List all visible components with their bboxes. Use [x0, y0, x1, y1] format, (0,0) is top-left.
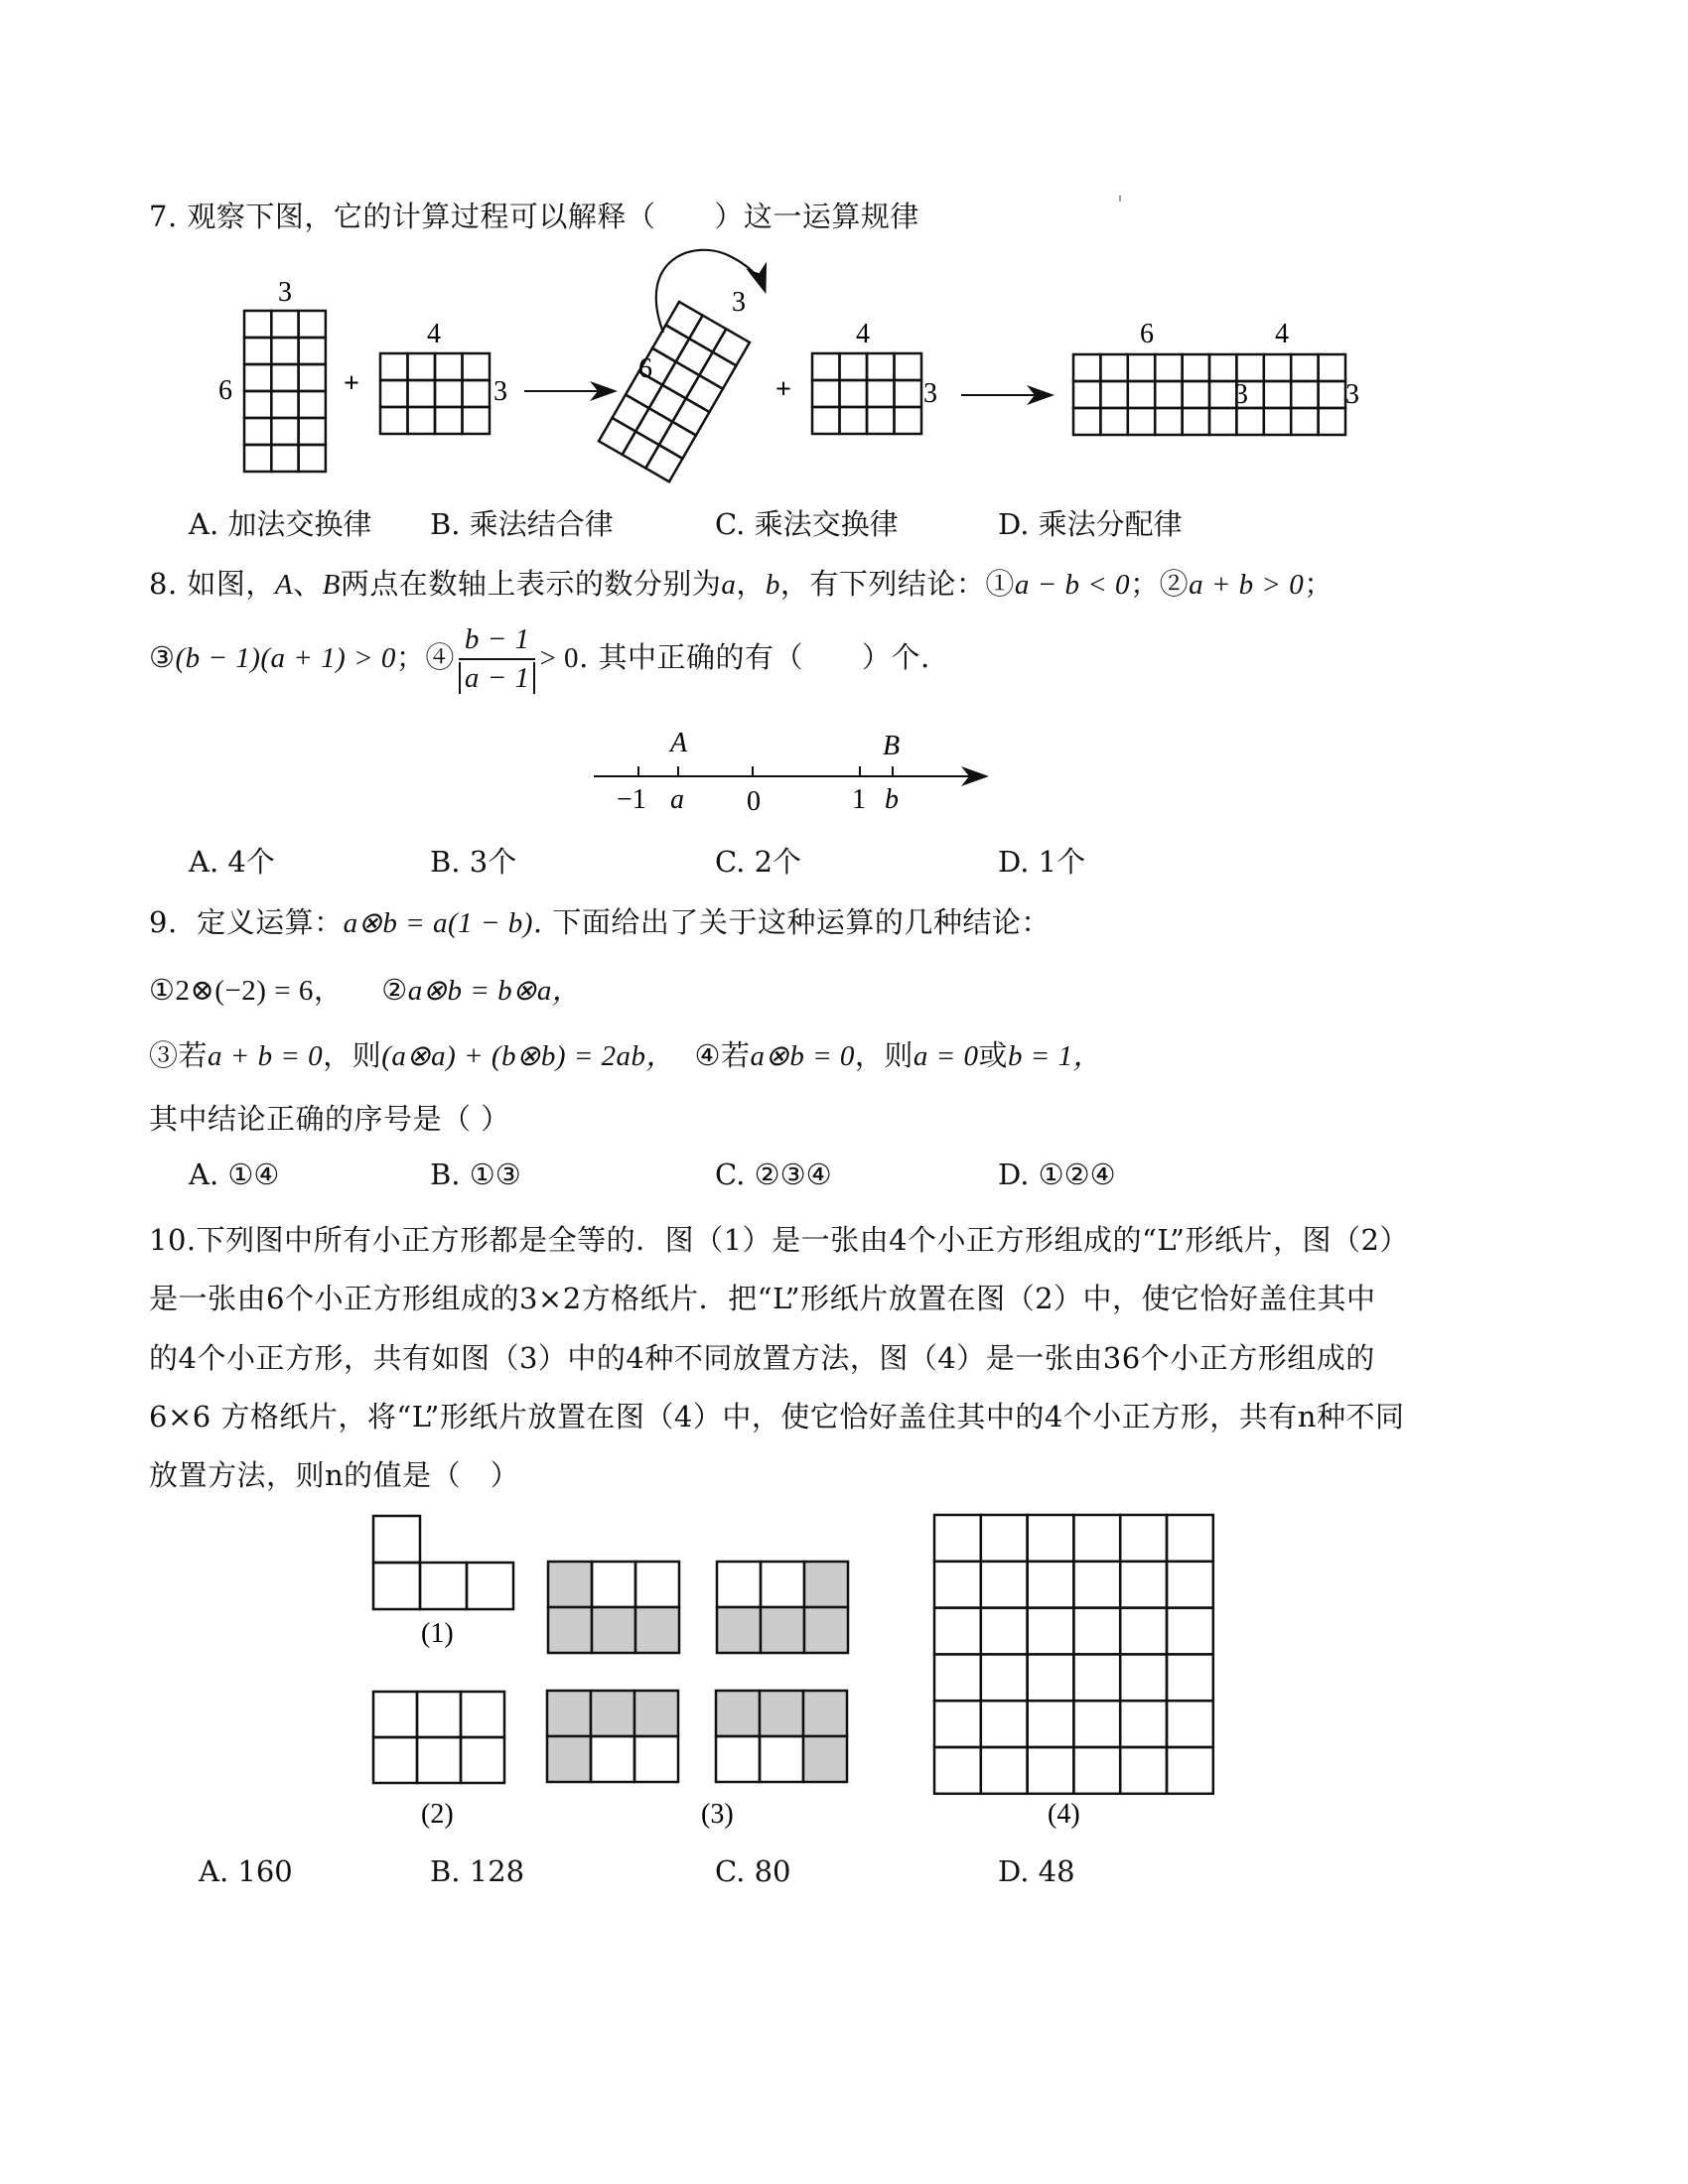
option-text: 4个: [227, 845, 275, 879]
grid-cell: [934, 1562, 981, 1608]
tick-label-a: a: [670, 784, 684, 815]
text: ，: [736, 567, 766, 601]
grid2-top-label: 4: [427, 319, 441, 349]
circled-3: ③: [149, 640, 176, 674]
grid-cell: [934, 1515, 981, 1562]
option-text: 2个: [754, 845, 802, 879]
grid-cell-shaded: [803, 1736, 847, 1782]
grid-cell: [1073, 1608, 1120, 1655]
grid-cell: [760, 1736, 803, 1782]
tick-label-0: 0: [747, 786, 761, 817]
grid-cell: [1120, 1608, 1167, 1655]
option-letter: B.: [430, 1158, 461, 1191]
circled-4: ④: [425, 640, 455, 674]
option-letter: B.: [430, 1854, 461, 1888]
conclusion-4-result-a: a = 0: [913, 1040, 979, 1072]
grid-cell: [981, 1701, 1028, 1747]
grid-cell-shaded: [547, 1691, 591, 1736]
tick-label-1: 1: [852, 784, 866, 815]
grid-cell: [934, 1608, 981, 1655]
text: ，有下列结论：: [779, 567, 986, 601]
grid-cell: [934, 1747, 981, 1794]
grid-cell: [417, 1737, 461, 1783]
option-letter: A.: [199, 1854, 229, 1888]
q7-text: 观察下图，它的计算过程可以解释（ ）这一运算规律: [187, 200, 919, 233]
conclusion-4-relation: > 0: [539, 642, 580, 674]
text: 如图，: [187, 567, 275, 601]
q10-stem-line3: 的4个小正方形，共有如图（3）中的4种不同放置方法，图（4）是一张由36个小正方形组成的: [149, 1341, 1375, 1375]
grid-cell: [1073, 1701, 1120, 1747]
q8-number: 8.: [149, 567, 178, 601]
circled-1: ①: [149, 973, 176, 1007]
conclusion-3-condition: a + b = 0: [208, 1040, 324, 1072]
text: . 下面给出了关于这种运算的几种结论：: [532, 905, 1051, 939]
conclusion-1: a − b < 0: [1014, 569, 1131, 601]
grid-cell-shaded: [760, 1691, 803, 1736]
option-text: 乘法交换律: [754, 507, 899, 541]
fig-label-1: (1): [421, 1618, 454, 1649]
grid-cell: [461, 1737, 504, 1783]
text: ；: [395, 640, 426, 674]
option-text: 加法交换律: [227, 507, 372, 541]
grid-cell-shaded: [548, 1607, 592, 1653]
option-text: ②③④: [754, 1158, 832, 1191]
q10-number: 10.: [149, 1223, 197, 1257]
q7-number: 7.: [149, 200, 178, 233]
option-text: 80: [754, 1854, 791, 1888]
fraction-numerator: b − 1: [459, 623, 536, 660]
grid-cell: [1073, 1654, 1120, 1701]
q10-option-d[interactable]: [998, 1854, 1075, 1888]
text: 若: [721, 1038, 751, 1072]
grid-cell: [1120, 1654, 1167, 1701]
placement-1: [548, 1562, 679, 1653]
option-letter: D.: [998, 507, 1030, 541]
grid-cell-shaded: [803, 1691, 847, 1736]
grid-cell: [981, 1608, 1028, 1655]
grid-cell-shaded: [716, 1691, 760, 1736]
label-point-b: B: [883, 731, 901, 761]
option-letter: D.: [998, 1158, 1030, 1191]
text: ；: [1130, 567, 1160, 601]
grid-cell: [373, 1516, 420, 1563]
text: ；: [1304, 567, 1334, 601]
option-text: 乘法结合律: [469, 507, 614, 541]
text: 、: [293, 567, 323, 601]
grid1-top-label: 3: [278, 277, 292, 308]
grid-cell-shaded: [804, 1607, 848, 1653]
combined-top-label-left: 6: [1140, 319, 1154, 349]
option-text: 1个: [1038, 845, 1086, 879]
q10-stem-line2: 是一张由6个小正方形组成的3×2方格纸片．把“L”形纸片放置在图（2）中，使它恰好盖住其中: [149, 1282, 1376, 1315]
grid-cell: [1028, 1515, 1074, 1562]
q10-option-a[interactable]: [199, 1854, 293, 1888]
grid-cell-shaded: [804, 1562, 848, 1607]
grid-cell-shaded: [548, 1562, 592, 1607]
tick-label-b: b: [885, 784, 899, 815]
grid3-top-label: 4: [856, 319, 870, 349]
grid-cell: [981, 1747, 1028, 1794]
grid-cell: [1073, 1747, 1120, 1794]
q9-ask: 其中结论正确的序号是（ ）: [149, 1102, 510, 1136]
placement-4: [716, 1691, 847, 1782]
circled-4: ④: [694, 1038, 721, 1072]
option-letter: D.: [998, 1854, 1030, 1888]
grid-cell: [934, 1701, 981, 1747]
option-text: 乘法分配律: [1038, 507, 1183, 541]
q9-number: 9.: [149, 905, 178, 939]
point-b: B: [322, 569, 341, 601]
fig-label-4: (4): [1048, 1799, 1080, 1830]
option-text: 48: [1038, 1854, 1075, 1888]
text: 定义运算：: [197, 905, 344, 939]
grid2-side-label: 3: [493, 376, 507, 407]
rotated-side-label: 6: [638, 353, 652, 384]
grid-cell: [981, 1654, 1028, 1701]
text: ，则: [854, 1038, 914, 1072]
text: 两点在数轴上表示的数分别为: [340, 567, 722, 601]
fig-label-2: (2): [421, 1799, 454, 1830]
option-letter: C.: [715, 507, 746, 541]
grid-cell: [467, 1563, 513, 1609]
option-letter: A.: [189, 1158, 219, 1191]
option-letter: A.: [189, 507, 219, 541]
combined-inner-label: 3: [1234, 379, 1248, 410]
option-letter: C.: [715, 1158, 746, 1191]
combined-side-label: 3: [1345, 379, 1359, 410]
grid-cell-shaded: [761, 1607, 804, 1653]
placement-3: [547, 1691, 678, 1782]
grid-cell: [716, 1736, 760, 1782]
conclusion-4-condition: a⊗b = 0: [750, 1040, 855, 1072]
var-b: b: [765, 569, 780, 601]
fraction-denominator: a − 1: [459, 662, 536, 694]
grid-cell: [1120, 1747, 1167, 1794]
rotated-top-label: 3: [732, 287, 746, 318]
option-letter: D.: [998, 845, 1030, 879]
grid-cell-shaded: [591, 1691, 634, 1736]
grid-cell: [1167, 1747, 1213, 1794]
grid-3x2-blank: [373, 1692, 504, 1783]
grid-cell: [420, 1563, 467, 1609]
option-letter: B.: [430, 845, 461, 879]
conclusion-1: 2⊗(−2) = 6，: [175, 975, 344, 1007]
text: 或: [978, 1038, 1008, 1072]
grid-cell: [1073, 1562, 1120, 1608]
grid-cell: [1167, 1515, 1213, 1562]
grid-cell-shaded: [717, 1607, 761, 1653]
option-letter: B.: [430, 507, 461, 541]
option-text: ①③: [469, 1158, 521, 1191]
grid-6x6: [934, 1515, 1213, 1794]
conclusion-3: (b − 1)(a + 1) > 0: [175, 642, 396, 674]
grid-cell: [981, 1515, 1028, 1562]
l-shape-piece: [373, 1516, 513, 1609]
point-a: A: [274, 569, 294, 601]
option-letter: C.: [715, 1854, 746, 1888]
q10-option-c[interactable]: [715, 1854, 791, 1888]
grid-cell: [1167, 1608, 1213, 1655]
q10-stem-line5: 放置方法，则n的值是（ ）: [149, 1458, 520, 1492]
q8-ask: . 其中正确的有（ ）个.: [579, 640, 930, 674]
option-text: ①④: [227, 1158, 280, 1191]
grid-cell: [981, 1562, 1028, 1608]
grid-cell: [717, 1562, 761, 1607]
option-letter: A.: [189, 845, 219, 879]
grid-cell-shaded: [547, 1736, 591, 1782]
grid-cell: [635, 1562, 679, 1607]
grid1-side-label: 6: [218, 375, 232, 406]
plus-sign-1: +: [344, 368, 359, 399]
grid-cell: [592, 1562, 635, 1607]
conclusion-2: a + b > 0: [1189, 569, 1305, 601]
conclusion-4-result-b: b = 1，: [1008, 1040, 1103, 1072]
label-point-a: A: [670, 728, 688, 758]
circled-2: ②: [381, 973, 408, 1007]
grid-cell: [1073, 1515, 1120, 1562]
grid-cell: [761, 1562, 804, 1607]
option-text: 128: [469, 1854, 525, 1888]
grid-cell: [1028, 1654, 1074, 1701]
option-text: ①②④: [1038, 1158, 1116, 1191]
text: 下列图中所有小正方形都是全等的．图（1）是一张由4个小正方形组成的“L”形纸片，图（2）: [196, 1223, 1409, 1257]
conclusion-3-expression: (a⊗a) + (b⊗b) = 2ab，: [381, 1040, 676, 1072]
grid-cell-shaded: [634, 1691, 678, 1736]
option-text: 3个: [469, 845, 517, 879]
fig-label-3: (3): [701, 1799, 734, 1830]
grid-cell-shaded: [635, 1607, 679, 1653]
grid-cell: [1167, 1654, 1213, 1701]
var-a: a: [721, 569, 737, 601]
grid-cell: [1028, 1747, 1074, 1794]
grid-cell: [373, 1692, 417, 1737]
grid-cell: [1167, 1701, 1213, 1747]
grid-cell: [1167, 1562, 1213, 1608]
grid-cell: [417, 1692, 461, 1737]
placement-2: [717, 1562, 848, 1653]
option-letter: C.: [715, 845, 746, 879]
tick-label-minus-1: −1: [617, 784, 646, 815]
grid-cell-shaded: [592, 1607, 635, 1653]
grid-cell: [1028, 1701, 1074, 1747]
text: ，则: [323, 1038, 382, 1072]
combined-top-label-right: 4: [1275, 319, 1289, 349]
circled-1: ①: [985, 567, 1015, 601]
q10-stem-line4: 6×6 方格纸片，将“L”形纸片放置在图（4）中，使它恰好盖住其中的4个小正方形，共有n种不同: [149, 1400, 1405, 1433]
grid-cell: [461, 1692, 504, 1737]
operation-definition: a⊗b = a(1 − b): [343, 907, 533, 939]
grid-cell: [634, 1736, 678, 1782]
option-text: 160: [237, 1854, 293, 1888]
grid-cell: [1120, 1562, 1167, 1608]
grid-cell: [373, 1563, 420, 1609]
grid-cell: [591, 1736, 634, 1782]
grid-cell: [373, 1737, 417, 1783]
grid-cell: [1120, 1515, 1167, 1562]
circled-2: ②: [1159, 567, 1190, 601]
grid-cell: [1028, 1562, 1074, 1608]
plus-sign-2: +: [775, 374, 791, 405]
q10-option-b[interactable]: [430, 1854, 524, 1888]
circled-3: ③: [149, 1038, 179, 1072]
grid-cell: [934, 1654, 981, 1701]
conclusion-2: a⊗b = b⊗a，: [407, 975, 582, 1007]
grid-cell: [1028, 1608, 1074, 1655]
grid-cell: [1120, 1701, 1167, 1747]
text: 若: [178, 1038, 209, 1072]
grid3-side-label: 3: [923, 378, 937, 409]
